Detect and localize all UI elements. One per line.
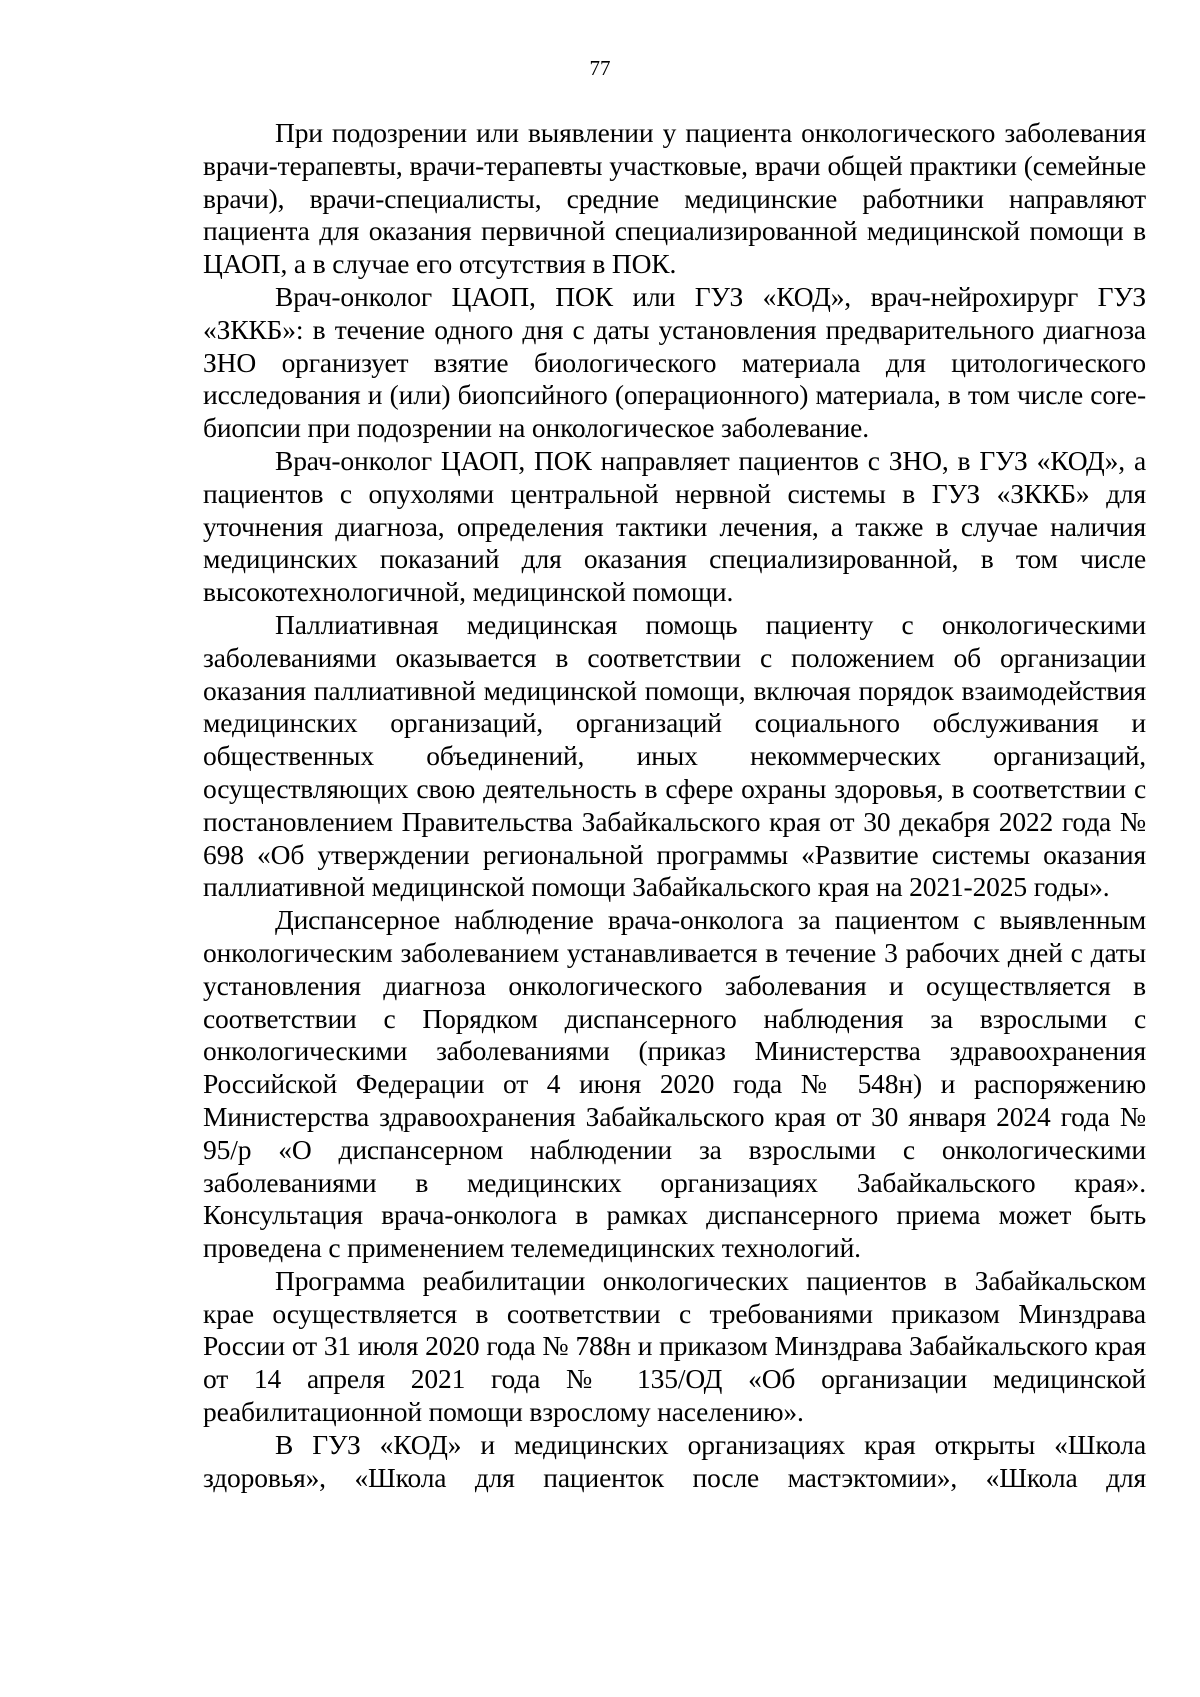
paragraph-referral-procedure: При подозрении или выявлении у пациента онкологического заболевания врачи-терапевты, врачи-терапевты участковые, врачи общей практики (семейные врачи), врачи-специалисты, средние медицинские работники направляют пациента для оказания первичной специализированной медицинской помощи в ЦАОП, а в случае его отсутствия в ПОК. (203, 117, 1146, 280)
paragraph-biopsy-organization: Врач-онколог ЦАОП, ПОК или ГУЗ «КОД», врач-нейрохирург ГУЗ «ЗККБ»: в течение одного дня с даты установления предварительного диагноза ЗНО организует взятие биологического материала для цитологического исследования и (или) биопсийного (операционного) материала, в том числе core-биопсии при подозрении на онкологическое заболевание. (203, 280, 1146, 444)
paragraph-rehabilitation-program: Программа реабилитации онкологических пациентов в Забайкальском крае осуществляется в соответствии с требованиями приказом Минздрава России от 31 июля 2020 года № 788н и приказом Минздрава Забайкальского края от 14 апреля 2021 года № 135/ОД «Об организации медицинской реабилитационной помощи взрослому населению». (203, 1264, 1146, 1428)
document-body (203, 117, 1146, 1494)
paragraph-health-schools: В ГУЗ «КОД» и медицинских организациях края открыты «Школа здоровья», «Школа для пациенток после мастэктомии», «Школа для (203, 1428, 1146, 1493)
paragraph-palliative-care: Паллиативная медицинская помощь пациенту с онкологическими заболеваниями оказывается в соответствии с положением об организации оказания паллиативной медицинской помощи, включая порядок взаимодействия медицинских организаций, организаций социального обслуживания и общественных объединений, иных некоммерческих организаций, осуществляющих свою деятельность в сфере охраны здоровья, в соответствии с постановлением Правительства Забайкальского края от 30 декабря 2022 года № 698 «Об утверждении региональной программы «Развитие системы оказания паллиативной медицинской помощи Забайкальского края на 2021-2025 годы». (203, 608, 1146, 903)
paragraph-patient-direction: Врач-онколог ЦАОП, ПОК направляет пациентов с ЗНО, в ГУЗ «КОД», а пациентов с опухолями центральной нервной системы в ГУЗ «ЗККБ» для уточнения диагноза, определения тактики лечения, а также в случае наличия медицинских показаний для оказания специализированной, в том числе высокотехнологичной, медицинской помощи. (203, 444, 1146, 608)
page-number: 77 (589, 56, 611, 80)
paragraph-dispensary-observation: Диспансерное наблюдение врача-онколога за пациентом с выявленным онкологическим заболеванием устанавливается в течение 3 рабочих дней с даты установления диагноза онкологического заболевания и осуществляется в соответствии с Порядком диспансерного наблюдения за взрослыми с онкологическими заболеваниями (приказ Министерства здравоохранения Российской Федерации от 4 июня 2020 года № 548н) и распоряжению Министерства здравоохранения Забайкальского края от 30 января 2024 года № 95/р «О диспансерном наблюдении за взрослыми с онкологическими заболеваниями в медицинских организациях Забайкальского края». Консультация врача-онколога в рамках диспансерного приема может быть проведена с применением телемедицинских технологий. (203, 904, 1146, 1264)
